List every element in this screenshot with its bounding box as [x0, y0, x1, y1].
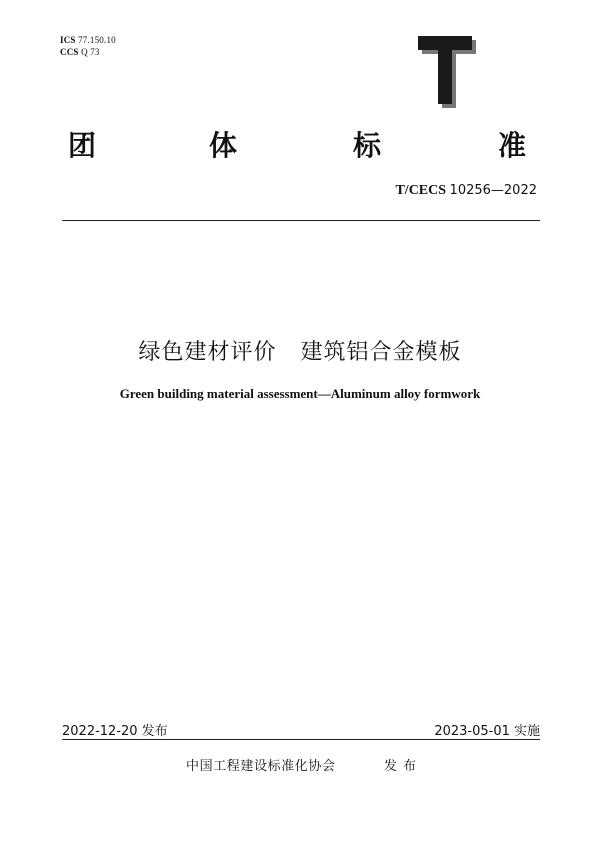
classification-codes — [60, 34, 116, 58]
ccs-label: CCS — [60, 47, 79, 57]
standard-number — [395, 183, 537, 199]
standard-type-char-4: 准 — [498, 129, 527, 162]
ics-value: 77.150.10 — [78, 35, 116, 45]
title-chinese: 绿色建材评价 建筑铝合金模板 — [138, 340, 462, 365]
top-divider — [62, 220, 540, 221]
ccs-value: Q 73 — [81, 47, 100, 57]
standard-type-char-3: 标 — [353, 129, 382, 162]
ics-code — [60, 34, 116, 46]
issuer-name: 中国工程建设标准化协会 — [186, 759, 336, 774]
title-english: Green building material assessment—Aluminum alloy formwork — [119, 386, 481, 401]
standard-type-char-2: 体 — [209, 129, 238, 162]
ccs-code — [60, 46, 116, 58]
issuer-suffix: 发布 — [384, 759, 423, 774]
ics-label: ICS — [60, 35, 76, 45]
standard-number-value: 10256—2022 — [449, 183, 537, 198]
implement-date: 2023-05-01 实施 — [434, 724, 540, 739]
standard-type-char-1: 团 — [68, 129, 97, 162]
bottom-divider — [62, 739, 540, 740]
release-date: 2022-12-20 发布 — [62, 724, 168, 739]
standard-type-heading — [68, 128, 538, 168]
standard-number-prefix: T/CECS — [395, 183, 447, 198]
standard-logo-t — [418, 36, 476, 108]
